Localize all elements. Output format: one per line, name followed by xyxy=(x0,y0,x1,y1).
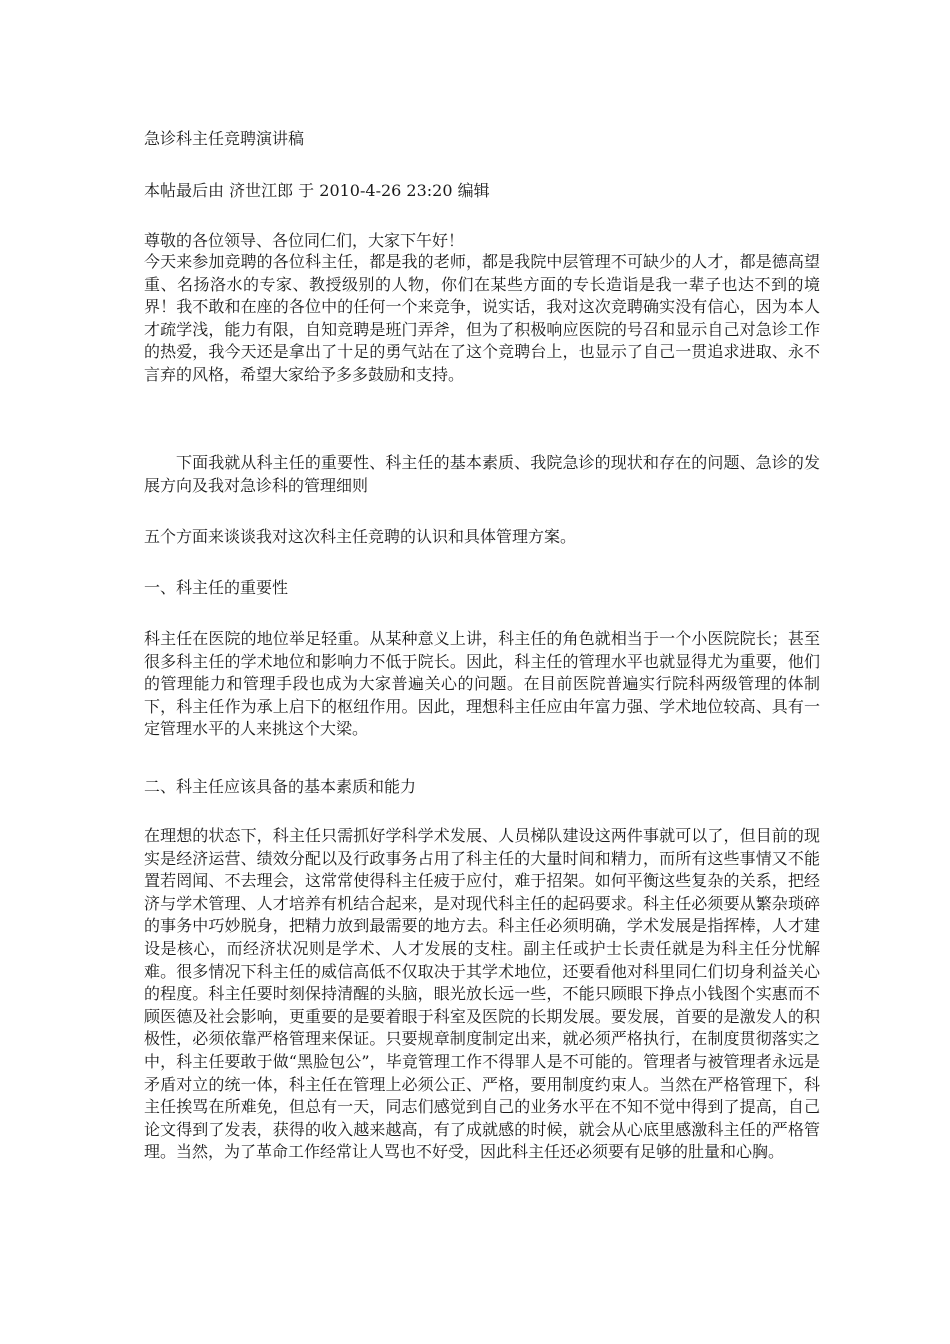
outline-paragraph: 下面我就从科主任的重要性、科主任的基本素质、我院急诊的现状和存在的问题、急诊的发展方向及我对急诊科的管理细则 xyxy=(144,453,820,495)
section-2-body: 在理想的状态下，科主任只需抓好学科学术发展、人员梯队建设这两件事就可以了，但目前的现实是经济运营、绩效分配以及行政事务占用了科主任的大量时间和精力，而所有这些事情又不能置若罔闻、不去理会，这常常使得科主任疲于应付，难于招架。如何平衡这些复杂的关系，把经济与学术管理、人才培养有机结合起来，是对现代科主任的起码要求。科主任必须要从繁杂琐碎的事务中巧妙脱身，把精力放到最需要的地方去。科主任必须明确，学术发展是指挥棒，人才建设是核心，而经济状况则是学术、人才发展的支柱。副主任或护士长责任就是为科主任分忧解难。很多情况下科主任的威信高低不仅取决于其学术地位，还要看他对科里同仁们切身利益关心的程度。科主任要时刻保持清醒的头脑，眼光放长远一些，不能只顾眼下挣点小钱图个实惠而不顾医德及社会影响，更重要的是要着眼于科室及医院的长期发展。要发展，首要的是激发人的积极性，必须依靠严格管理来保证。只要规章制度制定出来，就必须严格执行，在制度贯彻落实之中，科主任要敢于做“黑脸包公”，毕竟管理工作不得罪人是不可能的。管理者与被管理者永远是矛盾对立的统一体，科主任在管理上必须公正、严格，要用制度约束人。当然在严格管理下，科主任挨骂在所难免，但总有一天，同志们感觉到自己的业务水平在不知不觉中得到了提高，自己论文得到了发表，获得的收入越来越高，有了成就感的时候，就会从心底里感激科主任的严格管理。当然，为了革命工作经常让人骂也不好受，因此科主任还必须要有足够的肚量和心胸。 xyxy=(144,826,820,1162)
section-2-heading: 二、科主任应该具备的基本素质和能力 xyxy=(144,777,417,796)
document-title: 急诊科主任竞聘演讲稿 xyxy=(144,129,305,148)
intro-paragraph: 今天来参加竞聘的各位科主任，都是我的老师，都是我院中层管理不可缺少的人才，都是德高望重、名扬洛水的专家、教授级别的人物，你们在某些方面的专长造诣是我一辈子也达不到的境界！我不敢和在座的各位中的任何一个来竞争，说实话，我对这次竞聘确实没有信心，因为本人才疏学浅，能力有限，自知竞聘是班门弄斧，但为了积极响应医院的号召和显示自己对急诊工作的热爱，我今天还是拿出了十足的勇气站在了这个竞聘台上，也显示了自己一贯追求进取、永不言弃的风格，希望大家给予多多鼓励和支持。 xyxy=(144,252,820,384)
section-1-body: 科主任在医院的地位举足轻重。从某种意义上讲，科主任的角色就相当于一个小医院院长；甚至很多科主任的学术地位和影响力不低于院长。因此，科主任的管理水平也就显得尤为重要，他们的管理能力和管理手段也成为大家普遍关心的问题。在目前医院普遍实行院科两级管理的体制下，科主任作为承上启下的枢纽作用。因此，理想科主任应由年富力强、学术地位较高、具有一定管理水平的人来挑这个大梁。 xyxy=(144,629,820,739)
section-1-heading: 一、科主任的重要性 xyxy=(144,578,289,597)
greeting: 尊敬的各位领导、各位同仁们，大家下午好！ xyxy=(144,231,465,250)
edit-note: 本帖最后由 济世江郎 于 2010-4-26 23:20 编辑 xyxy=(144,181,490,200)
outline-continuation: 五个方面来谈谈我对这次科主任竞聘的认识和具体管理方案。 xyxy=(144,527,577,546)
